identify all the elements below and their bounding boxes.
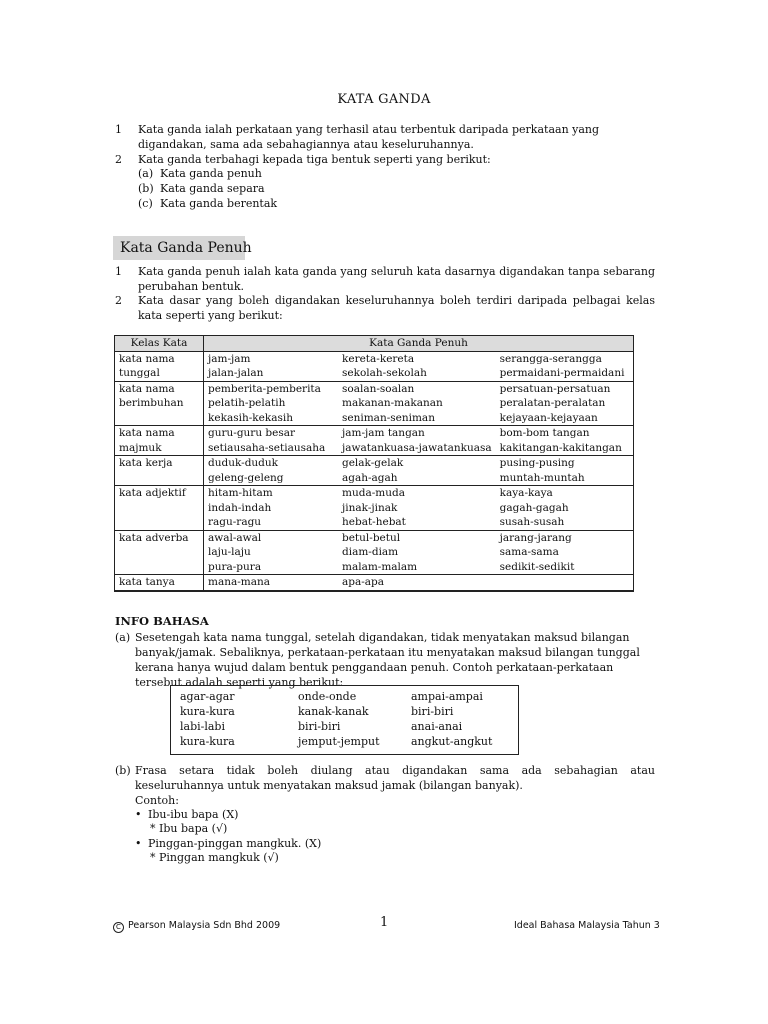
footer-copyright: [113, 918, 280, 933]
info-para-b: [115, 763, 655, 793]
info-para-a: [115, 630, 655, 689]
kata-ganda-cell: agah-agah: [342, 471, 398, 484]
sub-item-label: (a): [138, 167, 154, 180]
kata-ganda-cell: diam-diam: [342, 546, 399, 558]
table-row: [115, 456, 634, 471]
kata-ganda-cell: kekasih-kekasih: [208, 411, 293, 424]
item-text: Kata ganda penuh ialah kata ganda yang seluruh kata dasarnya digandakan tanpa sebarang perubahan bentuk.: [138, 265, 655, 293]
kata-ganda-cell: hebat-hebat: [342, 516, 406, 528]
kelas-kata-cell: [115, 501, 204, 516]
example-right: * Ibu bapa (√): [150, 822, 228, 835]
table-row: [115, 351, 634, 366]
kelas-kata-cell: kata adjektif: [115, 486, 204, 501]
example-wrong: Pinggan-pinggan mangkuk. (X): [148, 837, 322, 850]
header-kata-ganda-penuh: Kata Ganda Penuh: [204, 336, 634, 352]
example-word: biri-biri: [411, 705, 454, 718]
item-text: Kata dasar yang boleh digandakan keseluruhannya boleh terdiri daripada pelbagai kelas kata seperti yang berikut:: [138, 294, 655, 322]
example-bullet: •: [135, 837, 142, 850]
example-bullet: •: [135, 808, 142, 821]
kata-ganda-cell: mana-mana: [204, 575, 339, 591]
table-row: [115, 366, 634, 381]
kata-ganda-cell: persatuan-persatuan: [496, 381, 634, 396]
kata-ganda-cell: kaya-kaya: [496, 486, 634, 501]
example-word: jemput-jemput: [298, 735, 380, 748]
kelas-kata-cell: majmuk: [115, 441, 204, 456]
item-text: Kata ganda terbahagi kepada tiga bentuk seperti yang berikut:: [138, 153, 491, 166]
item-text: Kata ganda ialah perkataan yang terhasil atau terbentuk daripada perkataan yang digandakan, sama ada sebahagiannya atau keseluruhannya.: [138, 123, 600, 151]
kata-ganda-cell: permaidani-permaidani: [496, 366, 634, 381]
section-item-1: [115, 264, 655, 294]
intro-item-2: [115, 152, 655, 167]
example-word: kura-kura: [180, 735, 235, 748]
kata-ganda-cell: bom-bom tangan: [496, 426, 634, 441]
kata-ganda-cell: hitam-hitam: [204, 486, 339, 501]
contoh-label: Contoh:: [135, 794, 179, 807]
kata-ganda-cell: pemberita-pemberita: [204, 381, 339, 396]
item-number: 2: [115, 294, 122, 307]
para-label: (b): [115, 764, 131, 777]
kata-ganda-cell: pusing-pusing: [496, 456, 634, 471]
kata-ganda-cell: jalan-jalan: [208, 367, 264, 379]
kata-ganda-cell: apa-apa: [338, 575, 496, 591]
kata-ganda-cell: [496, 575, 634, 591]
footer-book-title: Ideal Bahasa Malaysia Tahun 3: [514, 920, 660, 931]
kata-ganda-cell: seniman-seniman: [342, 411, 435, 424]
kata-ganda-cell: malam-malam: [342, 560, 418, 573]
kata-ganda-cell: ragu-ragu: [208, 516, 262, 528]
example-word: kanak-kanak: [298, 705, 369, 718]
example-word: ampai-ampai: [411, 690, 483, 703]
copyright-icon: C: [113, 922, 124, 933]
kata-ganda-cell: gagah-gagah: [496, 501, 634, 516]
kata-ganda-cell: jam-jam: [204, 351, 339, 366]
example-word: kura-kura: [180, 705, 235, 718]
example-right: * Pinggan mangkuk (√): [150, 851, 279, 864]
kata-ganda-cell: kakitangan-kakitangan: [496, 441, 634, 456]
sub-item-label: (c): [138, 197, 153, 210]
kelas-kata-cell: kata nama: [115, 381, 204, 396]
kata-ganda-cell: gelak-gelak: [338, 456, 496, 471]
example-word: onde-onde: [298, 690, 357, 703]
kata-ganda-cell: sedikit-sedikit: [496, 560, 634, 575]
example-word: biri-biri: [298, 720, 341, 733]
kelas-kata-cell: [115, 411, 204, 426]
kata-ganda-cell: awal-awal: [204, 530, 339, 545]
publisher-text: Pearson Malaysia Sdn Bhd 2009: [128, 920, 281, 931]
example-word: anai-anai: [411, 720, 463, 733]
kata-ganda-cell: jarang-jarang: [496, 530, 634, 545]
kelas-kata-cell: [115, 560, 204, 575]
table-row: [115, 575, 634, 591]
table-row: [115, 411, 634, 426]
kelas-kata-cell: [115, 515, 204, 530]
table-row: [115, 471, 634, 486]
kata-ganda-cell: pelatih-pelatih: [208, 397, 286, 409]
kata-ganda-cell: betul-betul: [338, 530, 496, 545]
example-word: labi-labi: [180, 720, 225, 733]
kata-ganda-cell: pura-pura: [208, 560, 262, 573]
kata-ganda-cell: jam-jam tangan: [338, 426, 496, 441]
page-title: KATA GANDA: [337, 92, 431, 107]
kata-ganda-cell: kejayaan-kejayaan: [496, 411, 634, 426]
kata-ganda-cell: serangga-serangga: [496, 351, 634, 366]
kata-ganda-cell: jinak-jinak: [342, 501, 398, 514]
example-word: agar-agar: [180, 690, 235, 703]
sub-item-text: Kata ganda separa: [160, 182, 265, 195]
intro-item-1: [115, 122, 655, 152]
example-wrong: Ibu-ibu bapa (X): [148, 808, 239, 821]
kelas-kata-cell: kata kerja: [115, 456, 204, 471]
page-number: 1: [380, 915, 389, 930]
kata-ganda-cell: sekolah-sekolah: [342, 367, 427, 379]
kata-ganda-cell: sama-sama: [496, 545, 634, 560]
kata-ganda-cell: peralatan-peralatan: [496, 396, 634, 411]
kata-ganda-cell: kereta-kereta: [338, 351, 496, 366]
kata-ganda-cell: muntah-muntah: [496, 471, 634, 486]
section-heading: Kata Ganda Penuh: [113, 236, 245, 260]
kelas-kata-cell: kata adverba: [115, 530, 204, 545]
sub-item-label: (b): [138, 182, 154, 195]
item-number: 1: [115, 265, 122, 278]
para-text: Frasa setara tidak boleh diulang atau digandakan sama ada sebahagian atau keseluruhannya untuk menyatakan maksud jamak (bilangan banyak).: [135, 764, 655, 792]
kelas-kata-cell: tunggal: [115, 366, 204, 381]
kata-ganda-cell: jawatankuasa-jawatankuasa: [342, 441, 492, 454]
kata-ganda-cell: setiausaha-setiausaha: [208, 441, 326, 454]
header-kelas-kata: Kelas Kata: [115, 336, 204, 352]
example-word: angkut-angkut: [411, 735, 493, 748]
sub-item-text: Kata ganda penuh: [160, 167, 262, 180]
table-header-row: [115, 336, 634, 352]
item-number: 2: [115, 153, 122, 166]
table-row: [115, 381, 634, 396]
table-row: [115, 515, 634, 530]
table-row: [115, 530, 634, 545]
kata-ganda-cell: makanan-makanan: [342, 397, 443, 409]
kata-ganda-table: [114, 335, 634, 592]
table-row: [115, 486, 634, 501]
item-number: 1: [115, 123, 122, 136]
kelas-kata-cell: berimbuhan: [115, 396, 204, 411]
section-item-2: [115, 293, 655, 323]
kata-ganda-cell: laju-laju: [208, 546, 251, 558]
table-row: [115, 501, 634, 516]
kata-ganda-cell: soalan-soalan: [338, 381, 496, 396]
kelas-kata-cell: kata nama: [115, 351, 204, 366]
table-row: [115, 396, 634, 411]
table-row: [115, 545, 634, 560]
para-label: (a): [115, 631, 131, 644]
table-row: [115, 426, 634, 441]
example-words-box: [170, 685, 519, 755]
kelas-kata-cell: [115, 471, 204, 486]
kata-ganda-cell: indah-indah: [208, 501, 272, 514]
table-row: [115, 441, 634, 456]
para-text: Sesetengah kata nama tunggal, setelah digandakan, tidak menyatakan maksud bilangan banyak/jamak. Sebaliknya, perkataan-perkataan itu menyatakan maksud bilangan tunggal kerana hanya wujud dalam bentuk penggandaan penuh. Contoh perkataan-perkataan tersebut adalah seperti yang berikut:: [135, 631, 640, 689]
kata-ganda-cell: geleng-geleng: [208, 471, 284, 484]
sub-item-text: Kata ganda berentak: [160, 197, 278, 210]
kata-ganda-cell: muda-muda: [338, 486, 496, 501]
kata-ganda-cell: susah-susah: [496, 515, 634, 530]
table-row: [115, 560, 634, 575]
kelas-kata-cell: kata nama: [115, 426, 204, 441]
info-title: INFO BAHASA: [115, 614, 209, 628]
kata-ganda-cell: guru-guru besar: [204, 426, 339, 441]
kata-ganda-cell: duduk-duduk: [204, 456, 339, 471]
kelas-kata-cell: [115, 545, 204, 560]
kelas-kata-cell: kata tanya: [115, 575, 204, 591]
